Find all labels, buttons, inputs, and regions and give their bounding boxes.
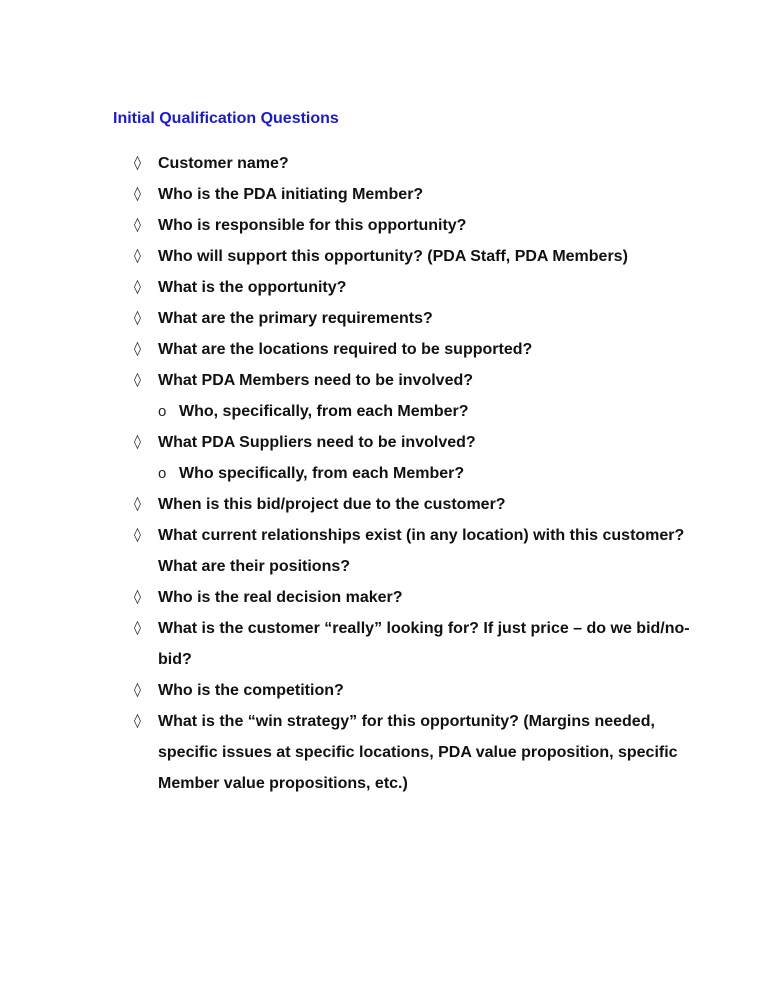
diamond-outline-icon: ◊ — [134, 248, 141, 264]
question-text: What PDA Suppliers need to be involved? — [158, 434, 476, 451]
question-text: Who is the PDA initiating Member? — [158, 186, 424, 203]
question-item — [134, 613, 694, 675]
diamond-outline-icon: ◊ — [134, 434, 141, 450]
question-item — [134, 520, 694, 582]
diamond-outline-icon: ◊ — [134, 279, 141, 295]
question-text: What current relationships exist (in any location) with this customer? What are their positions? — [158, 527, 685, 575]
question-list — [134, 148, 694, 799]
question-text: What PDA Members need to be involved? — [158, 372, 474, 389]
diamond-outline-icon: ◊ — [134, 341, 141, 357]
question-text: What is the opportunity? — [158, 279, 347, 296]
diamond-outline-icon: ◊ — [134, 217, 141, 233]
diamond-outline-icon: ◊ — [134, 186, 141, 202]
diamond-outline-icon: ◊ — [134, 713, 141, 729]
question-item — [134, 241, 694, 272]
diamond-outline-icon: ◊ — [134, 372, 141, 388]
question-item — [134, 706, 694, 799]
question-text: Who is the competition? — [158, 682, 344, 699]
question-text: What is the “win strategy” for this opportunity? (Margins needed, specific issues at specific locations, PDA value proposition, specific Member value propositions, etc.) — [158, 713, 678, 792]
question-text: What are the primary requirements? — [158, 310, 433, 327]
question-item — [134, 272, 694, 303]
question-item — [134, 675, 694, 706]
question-text: When is this bid/project due to the customer? — [158, 496, 506, 513]
diamond-outline-icon: ◊ — [134, 310, 141, 326]
question-item — [134, 427, 694, 458]
question-item — [134, 334, 694, 365]
question-text: Who is responsible for this opportunity? — [158, 217, 467, 234]
question-item — [134, 148, 694, 179]
diamond-outline-icon: ◊ — [134, 527, 141, 543]
sub-question-item — [134, 396, 694, 427]
circle-outline-icon: o — [158, 465, 167, 482]
question-text: Who is the real decision maker? — [158, 589, 403, 606]
diamond-outline-icon: ◊ — [134, 620, 141, 636]
question-text: What is the customer “really” looking for? If just price – do we bid/no-bid? — [158, 620, 690, 668]
question-item — [134, 489, 694, 520]
question-text: Customer name? — [158, 155, 289, 172]
question-text: Who specifically, from each Member? — [179, 465, 465, 482]
sub-question-item — [134, 458, 694, 489]
diamond-outline-icon: ◊ — [134, 496, 141, 512]
page-title: Initial Qualification Questions — [113, 110, 339, 127]
question-item — [134, 303, 694, 334]
question-text: What are the locations required to be supported? — [158, 341, 533, 358]
diamond-outline-icon: ◊ — [134, 589, 141, 605]
question-item — [134, 210, 694, 241]
question-text: Who will support this opportunity? (PDA Staff, PDA Members) — [158, 248, 628, 265]
diamond-outline-icon: ◊ — [134, 682, 141, 698]
circle-outline-icon: o — [158, 403, 167, 420]
question-item — [134, 179, 694, 210]
question-item — [134, 365, 694, 396]
question-item — [134, 582, 694, 613]
question-text: Who, specifically, from each Member? — [179, 403, 469, 420]
diamond-outline-icon: ◊ — [134, 155, 141, 171]
